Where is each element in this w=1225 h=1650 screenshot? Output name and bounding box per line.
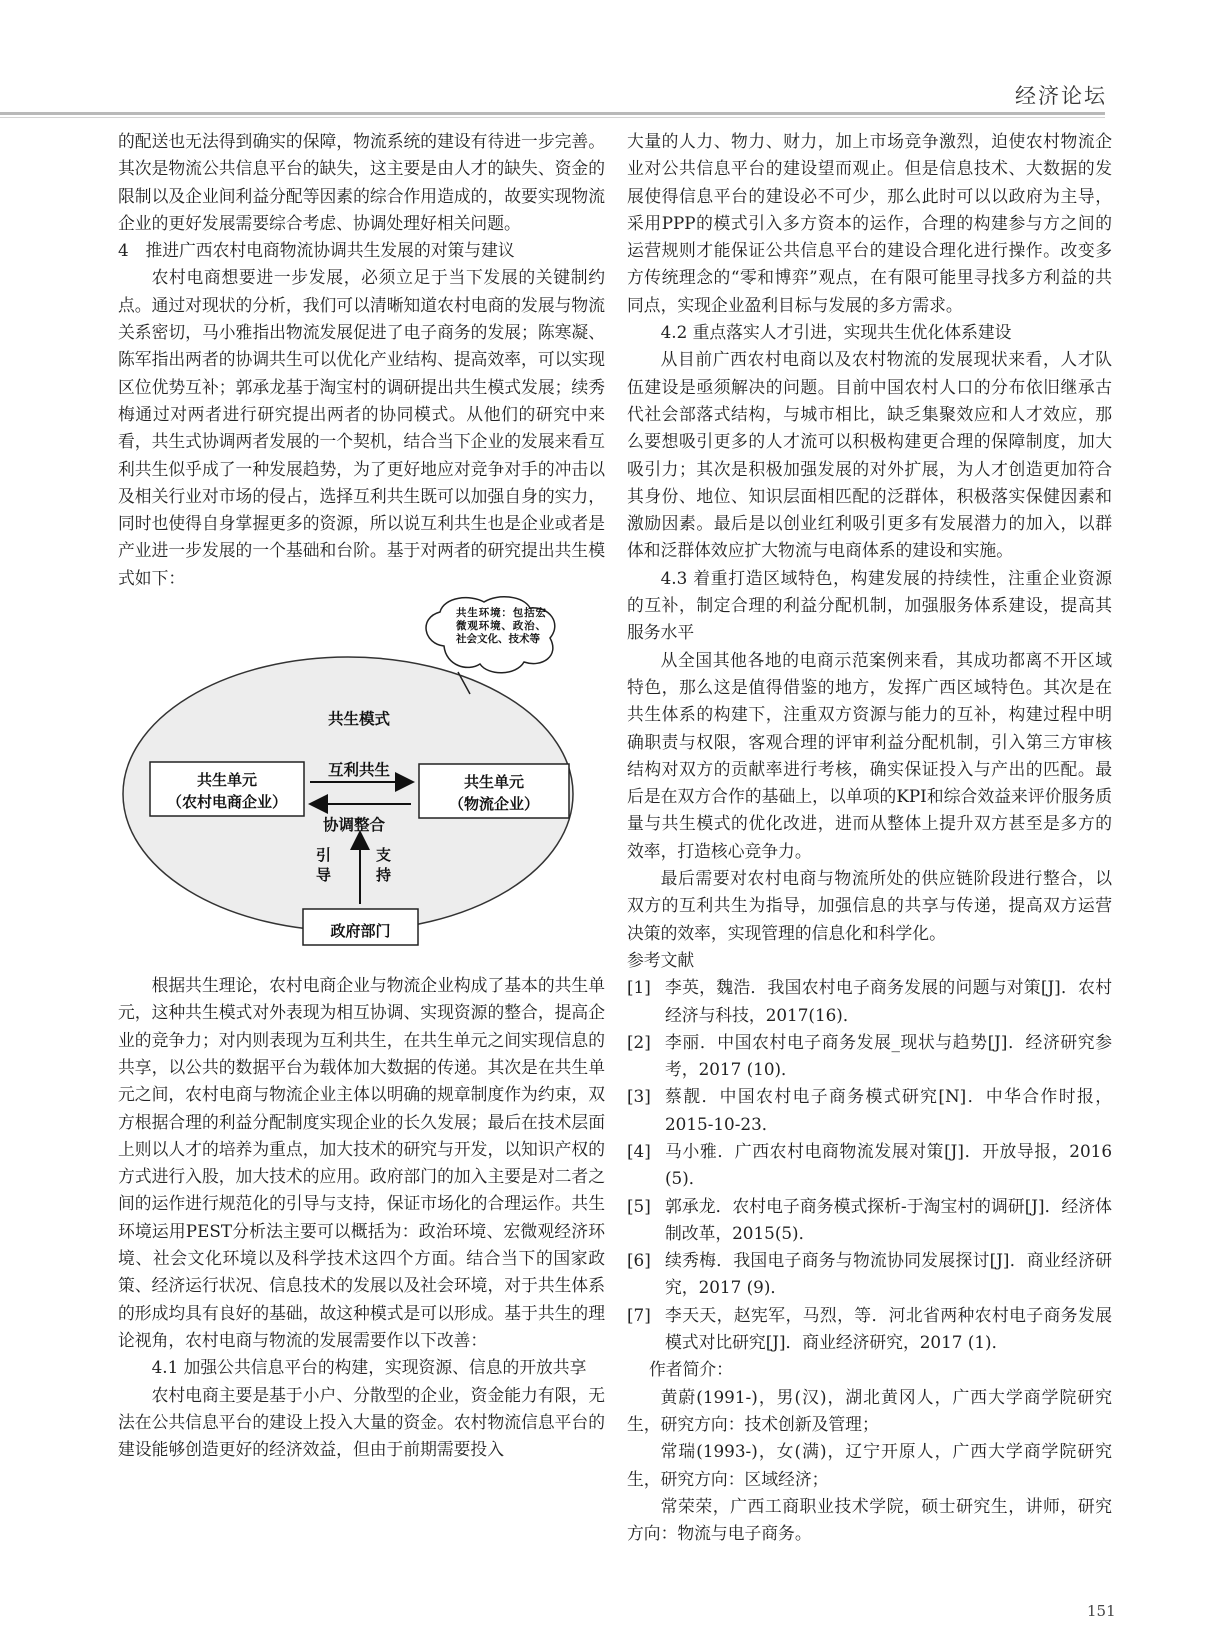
government-label: 政府部门 (330, 922, 391, 941)
reference-item (627, 1193, 1112, 1248)
header-rule-thin (0, 117, 1105, 118)
reference-item (627, 1083, 1112, 1138)
section-heading-4: 4 推进广西农村电商物流协调共生发展的对策与建议 (118, 240, 515, 261)
reference-text: 马小雅．广西农村电商物流发展对策[J]．开放导报，2016 (5)． (665, 1140, 1112, 1189)
reference-number: [6] (627, 1250, 651, 1271)
reference-text: 李天天，赵宪军，马烈，等．河北省两种农村电子商务发展模式对比研究[J]．商业经济研究，2017 (1)． (665, 1304, 1112, 1353)
author-list (627, 1384, 1112, 1548)
paragraph: 从全国其他各地的电商示范案例来看，其成功都离不开区域特色，那么这是值得借鉴的地方，发挥广西区域特色。其次是在共生体系的构建下，注重双方资源与能力的互补，构建过程中明确职责与权限，客观合理的评审利益分配机制，引入第三方审核结构对双方的贡献率进行考核，确实保证投入与产出的匹配。最后是在双方合作的基础上，以单项的KPI和综合效益来评价服务质量与共生模式的优化改进，进而从整体上提升双方甚至是多方的效率，打造核心竞争力。 (627, 649, 1112, 861)
reference-text: 续秀梅．我国电子商务与物流协同发展探讨[J]．商业经济研究，2017 (9)． (665, 1250, 1112, 1298)
author-intro-heading: 作者简介： (649, 1359, 733, 1380)
page-number: 151 (1087, 1602, 1116, 1620)
reference-item (627, 974, 1112, 1029)
paragraph: 根据共生理论，农村电商企业与物流企业构成了基本的共生单元，这种共生模式对外表现为相互协调、实现资源的整合，提高企业的竞争力；对内则表现为互利共生，在共生单元之间实现信息的共享，以公共的数据平台为载体加大数据的传递。其次是在共生单元之间，农村电商与物流企业主体以明确的规章制度作为约束，双方根据合理的利益分配制度实现企业的长久发展；最后在技术层面上则以人才的培养为重点，加大技术的研究与开发，以知识产权的方式进行入股，加大技术的应用。政府部门的加入主要是对二者之间的运作进行规范化的引导与支持，保证市场化的合理运作。共生环境运用PEST分析法主要可以概括为：政治环境、宏微观经济环境、社会文化环境以及科学技术这四个方面。结合当下的国家政策、经济运行状况、信息技术的发展以及社会环境，对于共生体系的形成均具有良好的基础，故这种模式是可以形成。基于共生的理论视角，农村电商与物流的发展需要作以下改善： (118, 975, 605, 1350)
references-heading: 参考文献 (627, 949, 695, 970)
section-heading-4-2: 4.2 重点落实人才引进，实现共生优化体系建设 (660, 322, 1012, 343)
paragraph: 农村电商想要进一步发展，必须立足于当下发展的关键制约点。通过对现状的分析，我们可以清晰知道农村电商的发展与物流关系密切，马小雅指出物流发展促进了电子商务的发展；陈寒凝、陈军指出两者的协调共生可以优化产业结构、提高效率，可以实现区位优势互补；郭承龙基于淘宝村的调研提出共生模式发展；续秀梅通过对两者进行研究提出两者的协同模式。从他们的研究中来看，共生式协调两者发展的一个契机，结合当下企业的发展来看互利共生似乎成了一种发展趋势，为了更好地应对竞争对手的冲击以及相关行业对市场的侵占，选择互利共生既可以加强自身的实力，同时也使得自身掌握更多的资源，所以说互利共生也是企业或者是产业进一步发展的一个基础和台阶。基于对两者的研究提出共生模式如下： (118, 267, 605, 588)
journal-section-title: 经济论坛 (1015, 84, 1107, 108)
reference-text: 蔡靓．中国农村电子商务模式研究[N]．中华合作时报，2015-10-23． (665, 1086, 1112, 1134)
mutual-benefit-label: 互利共生 (328, 761, 391, 780)
reference-number: [5] (627, 1195, 651, 1216)
reference-number: [3] (627, 1086, 651, 1107)
author-bio: 常荣荣，广西工商职业技术学院，硕士研究生，讲师，研究方向：物流与电子商务。 (627, 1495, 1112, 1544)
symbiosis-model-figure (118, 594, 605, 966)
support-label: 支持 (376, 846, 392, 885)
paragraph: 的配送也无法得到确实的保障，物流系统的建设有待进一步完善。其次是物流公共信息平台的缺失，这主要是由人才的缺失、资金的限制以及企业间利益分配等因素的综合作用造成的，故要实现物流企业的更好发展需要综合考虑、协调处理好相关问题。 (118, 131, 605, 233)
reference-number: [4] (627, 1140, 651, 1161)
paragraph: 从目前广西农村电商以及农村物流的发展现状来看，人才队伍建设是亟须解决的问题。目前中国农村人口的分布依旧继承古代社会部落式结构，与城市相比，缺乏集聚效应和人才效应，那么要想吸引更多的人才流可以积极构建更合理的保障制度，加大吸引力；其次是积极加强发展的对外扩展，为人才创造更加符合其身份、地位、知识层面相匹配的泛群体，积极落实保健因素和激励因素。最后是以创业红利吸引更多有发展潜力的加入，以群体和泛群体效应扩大物流与电商体系的建设和实施。 (627, 349, 1112, 561)
reference-number: [1] (627, 977, 651, 998)
right-column (627, 128, 1112, 1547)
section-heading-4-1: 4.1 加强公共信息平台的构建，实现资源、信息的开放共享 (151, 1357, 587, 1378)
reference-text: 李英，魏浩．我国农村电子商务发展的问题与对策[J]．农村经济与科技，2017(16)． (665, 977, 1112, 1025)
section-heading-4-3: 4.3 着重打造区域特色，构建发展的持续性，注重企业资源的互补，制定合理的利益分配机制，加强服务体系建设，提高其服务水平 (627, 567, 1112, 643)
reference-text: 郭承龙．农村电子商务模式探析-于淘宝村的调研[J]．经济体制改革，2015(5)． (665, 1195, 1112, 1243)
header-rule (0, 112, 1105, 115)
reference-item (627, 1302, 1112, 1357)
author-bio: 常瑞(1993-)，女(满)，辽宁开原人，广西大学商学院研究生，研究方向：区域经济； (627, 1441, 1112, 1489)
reference-number: [2] (627, 1031, 651, 1052)
paragraph: 最后需要对农村电商与物流所处的供应链阶段进行整合，以双方的互利共生为指导，加强信息的共享与传递，提高双方运营决策的效率，实现管理的信息化和科学化。 (627, 868, 1112, 943)
reference-number: [7] (627, 1304, 651, 1325)
reference-text: 李丽．中国农村电子商务发展_现状与趋势[J]．经济研究参考，2017 (10)． (665, 1031, 1112, 1080)
guide-label: 引导 (316, 846, 332, 885)
author-bio: 黄蔚(1991-)，男(汉)，湖北黄冈人，广西大学商学院研究生，研究方向：技术创新及管理； (627, 1386, 1112, 1434)
unit-left-label: 共生单元 （农村电商企业） (166, 771, 287, 812)
figure-title: 共生模式 (328, 710, 391, 729)
unit-right-label: 共生单元 （物流企业） (448, 773, 539, 814)
paragraph: 大量的人力、物力、财力，加上市场竞争激烈，迫使农村物流企业对公共信息平台的建设望而观止。但是信息技术、大数据的发展使得信息平台的建设必不可少，那么此时可以以政府为主导，采用PPP的模式引入多方资本的运作，合理的构建参与方之间的运营规则才能保证公共信息平台的建设合理化进行操作。改变多方传统理念的“零和博弈”观点，在有限可能里寻找多方利益的共同点，实现企业盈利目标与发展的多方需求。 (627, 131, 1112, 315)
environment-label: 共生环境：包括宏微观环境、政治、社会文化、技术等 (456, 607, 546, 646)
references-list (627, 974, 1112, 1356)
coordination-label: 协调整合 (323, 816, 386, 835)
reference-item (627, 1247, 1112, 1302)
reference-item (627, 1138, 1112, 1193)
reference-item (627, 1029, 1112, 1084)
paragraph: 农村电商主要是基于小户、分散型的企业，资金能力有限，无法在公共信息平台的建设上投入大量的资金。农村物流信息平台的建设能够创造更好的经济效益，但由于前期需要投入 (118, 1384, 605, 1460)
left-column (118, 128, 605, 1463)
